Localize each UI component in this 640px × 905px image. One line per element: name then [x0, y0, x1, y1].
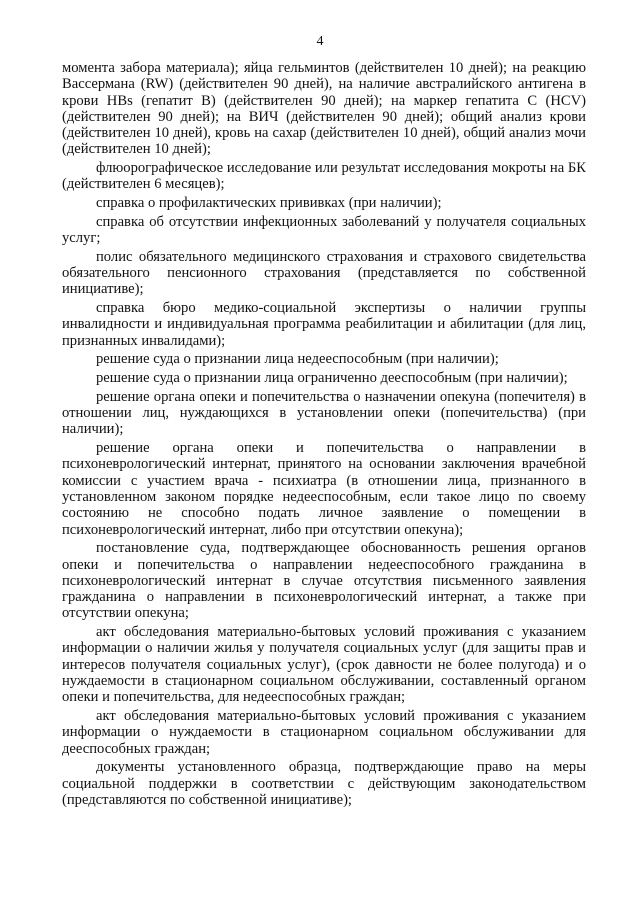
paragraph-living-conditions-capable: акт обследования материально-бытовых условий проживания с указанием информации о нуждаемости в стационарном социальном обслуживании для дееспособных граждан;	[62, 707, 586, 757]
paragraph-living-conditions-incapable: акт обследования материально-бытовых условий проживания с указанием информации о наличии жилья у получателя социальных услуг (для защиты прав и интересов получателя социальных услуг), (срок давности не более полугода) и о нуждаемости в стационарном социальном обслуживании, составленный органом опеки и попечительства, для недееспособных граждан;	[62, 624, 586, 706]
paragraph-social-support-documents: документы установленного образца, подтверждающие право на меры социальной поддержки в соответствии с действующим законодательством (представляются по собственной инициативе);	[62, 759, 586, 808]
paragraph-disability-certificate: справка бюро медико-социальной экспертизы о наличии группы инвалидности и индивидуальная программа реабилитации и абилитации (для лиц, признанных инвалидами);	[62, 300, 586, 349]
page-number: 4	[316, 34, 324, 49]
paragraph-court-limited-capacity: решение суда о признании лица ограниченно дееспособным (при наличии);	[96, 370, 568, 387]
paragraph-insurance-policy: полис обязательного медицинского страхования и страхового свидетельства обязательного пенсионного страхования (представляется по собственной инициативе);	[62, 248, 586, 298]
paragraph-vaccination-certificate: справка о профилактических прививках (при наличии);	[96, 195, 442, 212]
paragraph-no-infection-certificate: справка об отсутствии инфекционных заболеваний у получателя социальных услуг;	[62, 213, 586, 247]
paragraph-guardian-appointment: решение органа опеки и попечительства о назначении опекуна (попечителя) в отношении лиц, нуждающихся в установлении опеки (попечительства) (при наличии);	[62, 388, 586, 438]
paragraph-lab-tests-continuation: момента забора материала); яйца гельминтов (действителен 10 дней); на реакцию Вассермана (RW) (действителен 90 дней), на наличие австралийского антигена в крови HBs (гепатит В) (действителен 90 дней); на маркер гепатита С (HCV) (действителен 90 дней); на ВИЧ (действителен 90 дней); общий анализ крови (действителен 10 дней), кровь на сахар (действителен 10 дней), общий анализ мочи (действителен 10 дней);	[62, 60, 586, 158]
paragraph-court-incapacity: решение суда о признании лица недееспособным (при наличии);	[96, 351, 499, 368]
paragraph-guardianship-referral: решение органа опеки и попечительства о направлении в психоневрологический интернат, принятого на основании заключения врачебной комиссии с участием врача - психиатра (в отношении лица, признанного в установленном законом порядке недееспособным, если такое лицо по своему состоянию не способно подать личное заявление о помещении в психоневрологический интернат, либо при отсутствии опекуна);	[62, 440, 586, 538]
paragraph-fluorography: флюорографическое исследование или результат исследования мокроты на БК (действителен 6 месяцев);	[62, 160, 586, 193]
paragraph-court-resolution: постановление суда, подтверждающее обоснованность решения органов опеки и попечительства о направлении недееспособного гражданина в психоневрологический интернат в случае отсутствия письменного заявления гражданина о направлении в психоневрологический интернат, а также при отсутствии опекуна;	[62, 540, 586, 622]
document-body	[62, 60, 586, 811]
